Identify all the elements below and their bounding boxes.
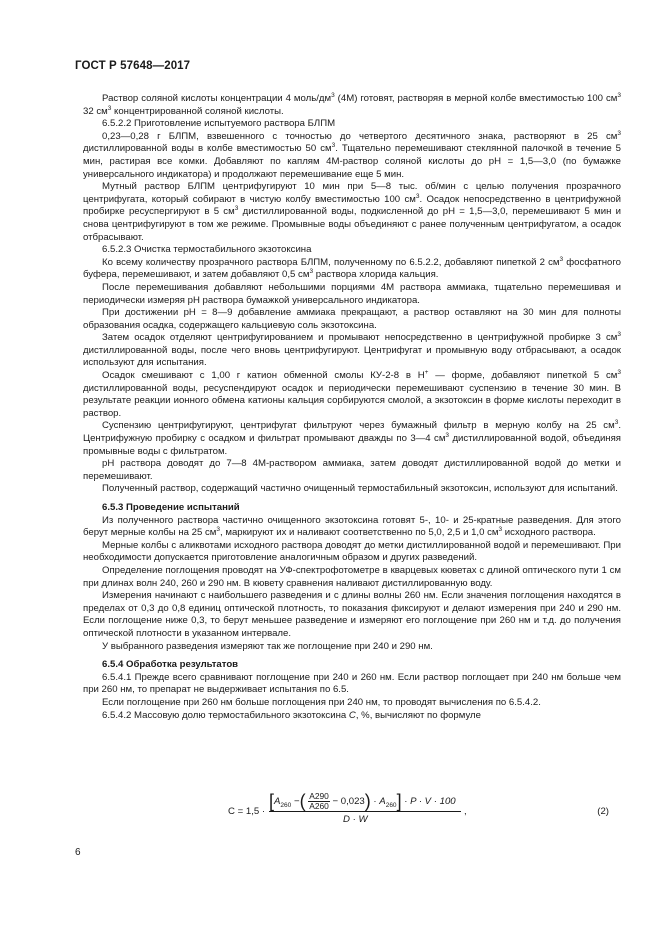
formula-numerator: [$A_{260}$ −( $\frac{A290}{A260}$ − $0,023) \cdot A_{260}] \cdot P \cdot V \cdot 100$ xyxy=(269,791,456,811)
paragraph: Раствор соляной кислоты концентрации 4 моль/$дм^3$ (4М) готовят, растворяя в мерной колбе вместимостью 100 $см^3$ 32 $см^3$ концентрированной соляной кислоты. xyxy=(83,91,621,117)
paragraph: 6.5.4.2 Массовую долю термостабильного экзотоксина C, %, вычисляют по формуле xyxy=(102,709,481,721)
section-heading: 6.5.3 Проведение испытаний xyxy=(102,502,240,513)
paragraph: 0,23—0,28 г БЛПМ, взвешенного с точностью до четвертого десятичного знака, растворяют в 25 $см^3$ дистиллированной воды в колбе вместимостью 50 $см^3$. Тщательно перемешивают стеклянной палочкой в течение 5 мин, растирая все комки. Добавляют по каплям 4М-раствор соляной кислоты до рН = 1,5—3,0 (по бумажке универсального индикатора) и продолжают перемешивание еще 5 мин. xyxy=(83,129,621,180)
paragraph: 6.5.2.3 Очистка термостабильного экзотоксина xyxy=(102,244,312,256)
formula-comma: , xyxy=(464,806,467,817)
formula-fraction-bar xyxy=(269,811,461,812)
paragraph: 6.5.4.1 Прежде всего сравнивают поглощение при 240 и 260 нм. Если раствор поглощает при 240 нм больше чем при 260 нм, то препарат не выдерживает испытания по 6.5. xyxy=(83,671,621,696)
document-header: ГОСТ Р 57648—2017 xyxy=(75,60,191,72)
equation-number: (2) xyxy=(597,806,609,817)
paragraph: Полученный раствор, содержащий частично очищенный термостабильный экзотоксин, используют для испытаний. xyxy=(102,483,618,495)
paragraph: У выбранного разведения измеряют так же поглощение при 240 и 290 нм. xyxy=(102,640,433,652)
paragraph: Затем осадок отделяют центрифугированием и промывают непосредственно в центрифужной пробирке 3 $см^3$ дистиллированной воды, после чего вновь центрифугируют. Центрифугат и промывную воду отбрасывают, а осадок используют для испытания. xyxy=(83,331,621,369)
formula-inner-fraction: $\frac{A290}{A260}$ xyxy=(309,791,329,811)
paragraph: Ко всему количеству прозрачного раствора БЛПМ, полученному по 6.5.2.2, добавляют пипеткой 2 $см^3$ фосфатного буфера, перемешивают, и затем добавляют 0,5 $см^3$ раствора хлорида кальция. xyxy=(83,255,621,281)
formula-denominator: D · W xyxy=(343,814,368,825)
formula-2 xyxy=(83,790,621,836)
paragraph: Суспензию центрифугируют, центрифугат фильтруют через бумажный фильтр в мерную колбу на 25 $см^3$. Центрифужную пробирку с осадком и фильтрат промывают дважды по 3—4 $см^3$ дистиллированной водой, объединяя промывные воды с фильтратом. xyxy=(83,419,621,457)
paragraph: Измерения начинают с наибольшего разведения и с длины волны 260 нм. Если значения поглощения находятся в пределах от 0,3 до 0,8 единиц оптической плотность, то показания фиксируют и делают измерения при 240 и 290 нм. Если поглощение ниже 0,3, то берут меньшее разведение и измеряют его поглощение при 260 нм и т.д. до получения оптической плотности в указанном интервале. xyxy=(83,590,621,639)
page-number: 6 xyxy=(75,847,81,858)
paragraph: Мутный раствор БЛПМ центрифугируют 10 мин при 5—8 тыс. об/мин с целью получения прозрачного центрифугата, который собирают в чистую колбу вместимостью 100 $см^3$. Осадок непосредственно в центрифужной пробирке ресуспергируют в 5 $см^3$ дистиллированной воды, подкисленной до рН = 1,5—3,0, перемешивают 5 мин и снова центрифугируют в том же режиме. Промывные воды объединяют с ранее полученным центрифугатом, а осадок отбрасывают. xyxy=(83,181,622,243)
paragraph: Мерные колбы с аликвотами исходного раствора доводят до метки дистиллированной водой и перемешивают. При необходимости допускается приготовление аналогичным образом и других разведений. xyxy=(83,539,621,564)
paragraph: 6.5.2.2 Приготовление испытуемого раствора БЛПМ xyxy=(102,118,336,130)
formula-lhs: C = 1,5 · xyxy=(228,806,266,817)
paragraph: Из полученного раствора частично очищенного экзотоксина готовят 5-, 10- и 25-кратные разведения. Для этого берут мерные колбы на 25 $см^3$, маркируют их и наливают соответственно по 5,0, 2,5 и 1,0 $см^3$ исходного раствора. xyxy=(83,514,621,539)
paragraph: Осадок смешивают с 1,00 г катион обменной смолы КУ-2-8 в Н+ — форме, добавляют пипеткой 5 $см^3$ дистиллированной воды, ресуспендируют осадок и периодически перемешивают суспензию в течение 30 мин. В результате реакции ионного обмена катионы кальция сорбируются смолой, а экзотоксин в форме кислоты переходит в раствор. xyxy=(83,368,622,419)
paragraph: Если поглощение при 260 нм больше поглощения при 240 нм, то проводят вычисления по 6.5.4.2. xyxy=(102,696,541,708)
section-heading: 6.5.4 Обработка результатов xyxy=(102,659,239,671)
paragraph: рН раствора доводят до 7—8 4М-раствором аммиака, затем доводят дистиллированной водой до метки и перемешивают. xyxy=(83,458,621,482)
paragraph: При достижении рН = 8—9 добавление аммиака прекращают, а раствор оставляют на 30 мин для полноты образования осадка, содержащего кальциевую соль экзотоксина. xyxy=(83,307,621,331)
document-body xyxy=(83,93,621,722)
paragraph: После перемешивания добавляют небольшими порциями 4М раствора аммиака, тщательно перемешивая и периодически измеряя рН раствора бумажкой универсального индикатора. xyxy=(83,281,621,306)
paragraph: Определение поглощения проводят на УФ-спектрофотометре в кварцевых кюветах с длиной оптического пути 1 см при длинах волн 240, 260 и 290 нм. В кювету сравнения наливают дистиллированную воду. xyxy=(83,564,621,589)
